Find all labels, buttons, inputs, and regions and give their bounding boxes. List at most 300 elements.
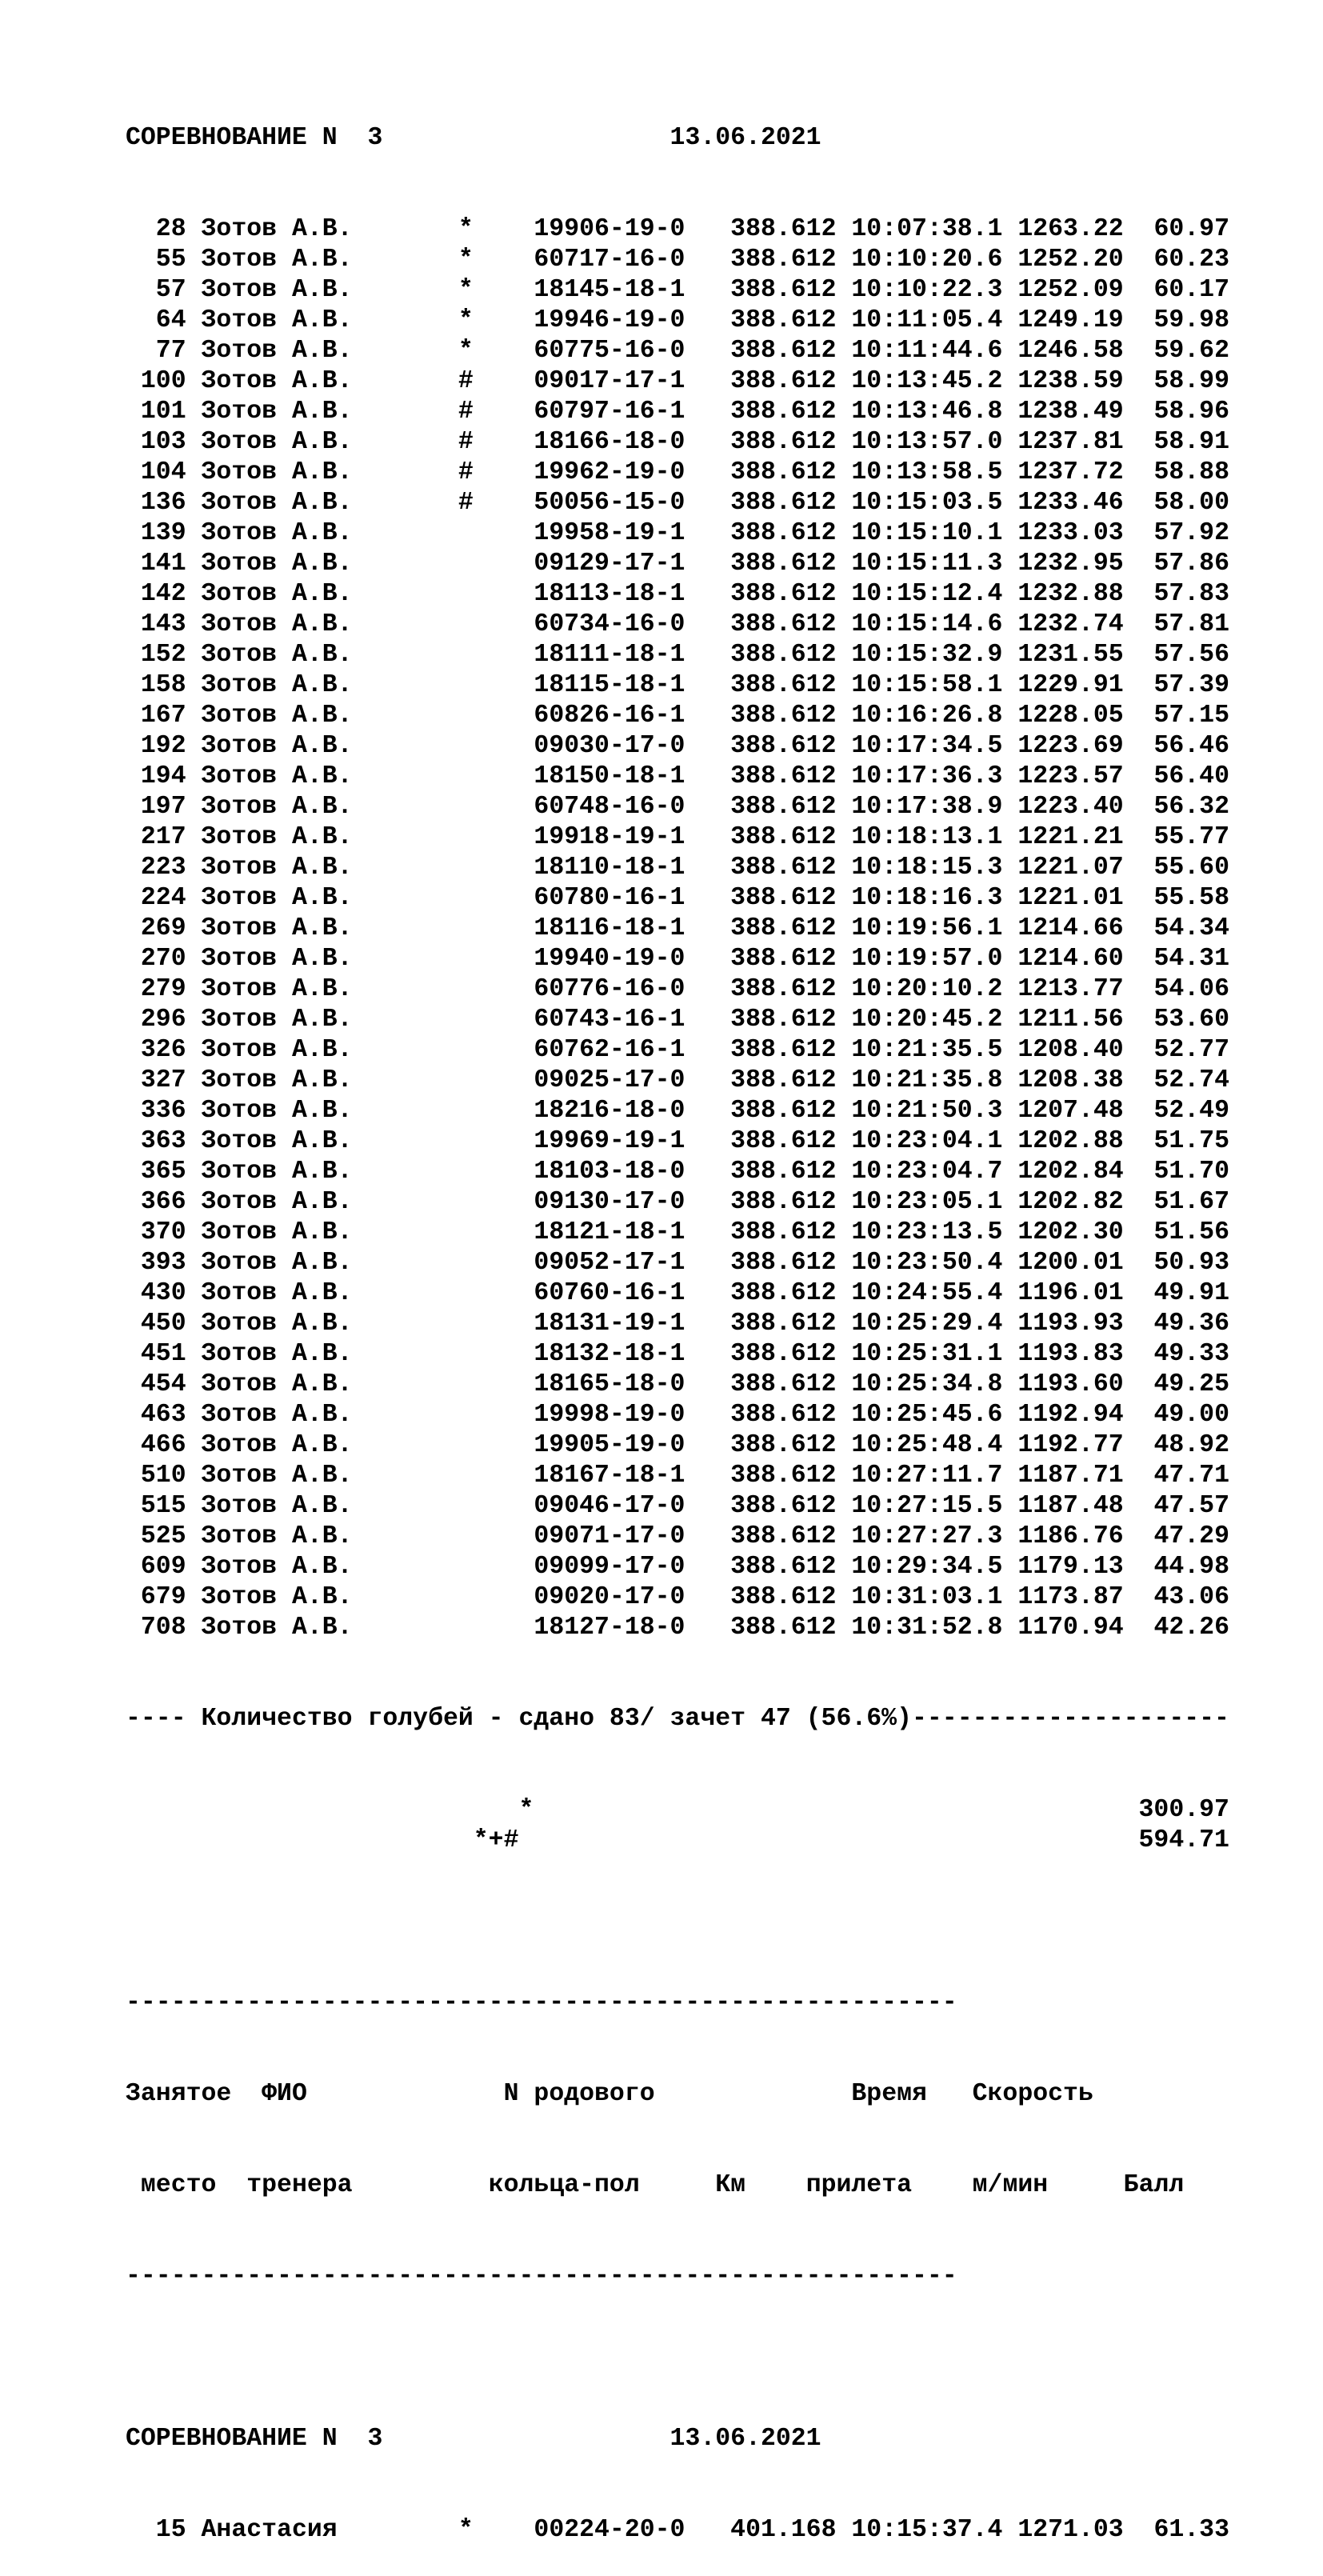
cell-speed: 1232.88 xyxy=(1017,580,1124,608)
cell-mark xyxy=(458,1462,474,1490)
cell-time: 10:15:32.9 xyxy=(851,641,1003,669)
cell-speed: 1214.60 xyxy=(1017,945,1124,973)
cell-time: 10:31:03.1 xyxy=(851,1583,1003,1611)
cell-mark xyxy=(458,1127,474,1155)
cell-time: 10:23:05.1 xyxy=(851,1188,1003,1216)
cell-trainer: Зотов А.В. xyxy=(201,1583,458,1611)
cell-trainer: Зотов А.В. xyxy=(201,1127,458,1155)
cell-trainer: Зотов А.В. xyxy=(201,702,458,730)
competition-header xyxy=(126,123,1229,154)
cell-speed: 1202.82 xyxy=(1017,1188,1124,1216)
cell-mark xyxy=(458,1249,474,1277)
cell-km: 388.612 xyxy=(730,732,837,760)
cell-trainer: Зотов А.В. xyxy=(201,793,458,821)
cell-trainer: Зотов А.В. xyxy=(201,1006,458,1034)
cell-ring: 18167-18-1 xyxy=(534,1462,685,1490)
cell-mark: * xyxy=(458,215,474,243)
cell-points: 54.34 xyxy=(1123,914,1229,942)
cell-speed: 1208.38 xyxy=(1017,1066,1124,1094)
cell-mark xyxy=(458,793,474,821)
cell-km: 388.612 xyxy=(730,610,837,638)
cell-km: 388.612 xyxy=(730,1522,837,1550)
cell-mark xyxy=(458,1218,474,1246)
table-row xyxy=(126,1066,1229,1096)
cell-points: 57.56 xyxy=(1123,641,1229,669)
table-row xyxy=(126,1430,1229,1461)
cell-time: 10:13:46.8 xyxy=(851,398,1003,426)
cell-ring: 60734-16-0 xyxy=(534,610,685,638)
cell-points: 44.98 xyxy=(1123,1553,1229,1581)
cell-time: 10:27:11.7 xyxy=(851,1462,1003,1490)
competition-date: 13.06.2021 xyxy=(669,124,821,152)
cell-points: 61.33 xyxy=(1123,2516,1229,2544)
cell-time: 10:27:15.5 xyxy=(851,1492,1003,1520)
divider: ------------------------------------------------------- xyxy=(126,2262,957,2290)
cell-trainer: Зотов А.В. xyxy=(201,1553,458,1581)
cell-km: 388.612 xyxy=(730,1188,837,1216)
cell-time: 10:25:31.1 xyxy=(851,1340,1003,1368)
cell-trainer: Зотов А.В. xyxy=(201,1462,458,1490)
cell-speed: 1233.03 xyxy=(1017,519,1124,547)
cell-time: 10:15:37.4 xyxy=(851,2516,1003,2544)
cell-ring: 18110-18-1 xyxy=(534,854,685,882)
cell-km: 388.612 xyxy=(730,1218,837,1246)
cell-km: 388.612 xyxy=(730,1614,837,1642)
cell-km: 388.612 xyxy=(730,1462,837,1490)
cell-ring: 09052-17-1 xyxy=(534,1249,685,1277)
cell-place: 142 xyxy=(126,580,186,608)
cell-mark xyxy=(458,1522,474,1550)
cell-speed: 1202.88 xyxy=(1017,1127,1124,1155)
cell-place: 679 xyxy=(126,1583,186,1611)
results-table xyxy=(126,2515,1229,2546)
table-row xyxy=(126,1005,1229,1035)
table-row xyxy=(126,610,1229,640)
table-row xyxy=(126,549,1229,579)
cell-time: 10:23:50.4 xyxy=(851,1249,1003,1277)
cell-km: 388.612 xyxy=(730,914,837,942)
table-row xyxy=(126,275,1229,306)
cell-km: 388.612 xyxy=(730,975,837,1003)
cell-mark xyxy=(458,975,474,1003)
cell-ring: 60797-16-1 xyxy=(534,398,685,426)
cell-place: 269 xyxy=(126,914,186,942)
cell-trainer: Зотов А.В. xyxy=(201,1401,458,1429)
cell-km: 388.612 xyxy=(730,1401,837,1429)
cell-place: 217 xyxy=(126,823,186,851)
cell-time: 10:25:48.4 xyxy=(851,1431,1003,1459)
cell-place: 510 xyxy=(126,1462,186,1490)
cell-km: 388.612 xyxy=(730,1158,837,1186)
cell-mark: * xyxy=(458,306,474,334)
cell-time: 10:15:10.1 xyxy=(851,519,1003,547)
cell-km: 388.612 xyxy=(730,1127,837,1155)
cell-trainer: Зотов А.В. xyxy=(201,975,458,1003)
cell-mark xyxy=(458,550,474,578)
cell-trainer: Зотов А.В. xyxy=(201,367,458,395)
cell-points: 56.40 xyxy=(1123,762,1229,790)
cell-mark xyxy=(458,1370,474,1398)
cell-trainer: Зотов А.В. xyxy=(201,1218,458,1246)
cell-mark xyxy=(458,762,474,790)
cell-mark xyxy=(458,1310,474,1338)
cell-mark xyxy=(458,1401,474,1429)
divider: ------------------------------------------------------- xyxy=(126,1989,957,2017)
cell-points: 55.77 xyxy=(1123,823,1229,851)
cell-ring: 60775-16-0 xyxy=(534,337,685,365)
cell-mark xyxy=(458,671,474,699)
cell-ring: 60748-16-0 xyxy=(534,793,685,821)
cell-place: 270 xyxy=(126,945,186,973)
cell-mark xyxy=(458,823,474,851)
cell-ring: 09046-17-0 xyxy=(534,1492,685,1520)
cell-ring: 09030-17-0 xyxy=(534,732,685,760)
cell-trainer: Зотов А.В. xyxy=(201,1066,458,1094)
total-value: 594.71 xyxy=(1138,1826,1229,1854)
cell-mark xyxy=(458,641,474,669)
cell-place: 279 xyxy=(126,975,186,1003)
cell-speed: 1186.76 xyxy=(1017,1522,1124,1550)
cell-ring: 60743-16-1 xyxy=(534,1006,685,1034)
cell-km: 388.612 xyxy=(730,1340,837,1368)
cell-speed: 1187.71 xyxy=(1017,1462,1124,1490)
cell-mark xyxy=(458,702,474,730)
cell-points: 60.17 xyxy=(1123,276,1229,304)
table-row xyxy=(126,1309,1229,1339)
table-row xyxy=(126,245,1229,275)
cell-points: 56.46 xyxy=(1123,732,1229,760)
table-row xyxy=(126,1491,1229,1522)
cell-speed: 1179.13 xyxy=(1017,1553,1124,1581)
race-results-printout xyxy=(126,62,1229,2576)
cell-mark: # xyxy=(458,428,474,456)
cell-time: 10:21:35.5 xyxy=(851,1036,1003,1064)
table-row xyxy=(126,427,1229,458)
table-row xyxy=(126,670,1229,701)
cell-place: 326 xyxy=(126,1036,186,1064)
cell-mark xyxy=(458,1492,474,1520)
cell-trainer: Зотов А.В. xyxy=(201,1340,458,1368)
cell-points: 54.06 xyxy=(1123,975,1229,1003)
cell-time: 10:18:16.3 xyxy=(851,884,1003,912)
cell-km: 388.612 xyxy=(730,671,837,699)
cell-time: 10:18:13.1 xyxy=(851,823,1003,851)
cell-ring: 60826-16-1 xyxy=(534,702,685,730)
cell-ring: 60760-16-1 xyxy=(534,1279,685,1307)
cell-ring: 18150-18-1 xyxy=(534,762,685,790)
cell-trainer: Зотов А.В. xyxy=(201,1036,458,1064)
cell-points: 47.57 xyxy=(1123,1492,1229,1520)
cell-km: 388.612 xyxy=(730,1066,837,1094)
cell-speed: 1223.69 xyxy=(1017,732,1124,760)
cell-speed: 1214.66 xyxy=(1017,914,1124,942)
cell-time: 10:17:34.5 xyxy=(851,732,1003,760)
table-row xyxy=(126,1582,1229,1613)
cell-ring: 18132-18-1 xyxy=(534,1340,685,1368)
cell-place: 525 xyxy=(126,1522,186,1550)
table-row xyxy=(126,579,1229,610)
table-row xyxy=(126,518,1229,549)
cell-speed: 1192.77 xyxy=(1017,1431,1124,1459)
table-row xyxy=(126,944,1229,974)
cell-points: 52.74 xyxy=(1123,1066,1229,1094)
cell-speed: 1228.05 xyxy=(1017,702,1124,730)
results-table xyxy=(126,214,1229,1643)
cell-time: 10:15:03.5 xyxy=(851,489,1003,517)
cell-place: 463 xyxy=(126,1401,186,1429)
cell-speed: 1187.48 xyxy=(1017,1492,1124,1520)
cell-km: 388.612 xyxy=(730,1036,837,1064)
cell-points: 54.31 xyxy=(1123,945,1229,973)
cell-km: 388.612 xyxy=(730,1370,837,1398)
cell-points: 58.00 xyxy=(1123,489,1229,517)
cell-points: 57.39 xyxy=(1123,671,1229,699)
cell-points: 48.92 xyxy=(1123,1431,1229,1459)
cell-speed: 1252.20 xyxy=(1017,246,1124,274)
cell-speed: 1170.94 xyxy=(1017,1614,1124,1642)
cell-place: 366 xyxy=(126,1188,186,1216)
cell-speed: 1221.07 xyxy=(1017,854,1124,882)
cell-time: 10:11:05.4 xyxy=(851,306,1003,334)
cell-speed: 1238.59 xyxy=(1017,367,1124,395)
cell-ring: 19962-19-0 xyxy=(534,458,685,486)
cell-trainer: Зотов А.В. xyxy=(201,1431,458,1459)
table-row xyxy=(126,1400,1229,1430)
cell-mark xyxy=(458,1614,474,1642)
cell-ring: 19958-19-1 xyxy=(534,519,685,547)
cell-mark: # xyxy=(458,489,474,517)
cell-time: 10:23:13.5 xyxy=(851,1218,1003,1246)
cell-speed: 1246.58 xyxy=(1017,337,1124,365)
table-row xyxy=(126,458,1229,488)
cell-trainer: Зотов А.В. xyxy=(201,276,458,304)
cell-points: 49.91 xyxy=(1123,1279,1229,1307)
cell-ring: 00224-20-0 xyxy=(534,2516,685,2544)
cell-mark xyxy=(458,1583,474,1611)
cell-km: 388.612 xyxy=(730,306,837,334)
cell-speed: 1233.46 xyxy=(1017,489,1124,517)
cell-ring: 19906-19-0 xyxy=(534,215,685,243)
cell-mark: * xyxy=(458,276,474,304)
cell-trainer: Зотов А.В. xyxy=(201,398,458,426)
cell-speed: 1271.03 xyxy=(1017,2516,1124,2544)
table-row xyxy=(126,640,1229,670)
cell-place: 104 xyxy=(126,458,186,486)
cell-trainer: Зотов А.В. xyxy=(201,762,458,790)
cell-speed: 1249.19 xyxy=(1017,306,1124,334)
cell-time: 10:16:26.8 xyxy=(851,702,1003,730)
cell-place: 136 xyxy=(126,489,186,517)
cell-trainer: Зотов А.В. xyxy=(201,1370,458,1398)
cell-mark xyxy=(458,1097,474,1125)
cell-mark: * xyxy=(458,246,474,274)
cell-trainer: Зотов А.В. xyxy=(201,458,458,486)
cell-speed: 1221.21 xyxy=(1017,823,1124,851)
cell-km: 388.612 xyxy=(730,793,837,821)
cell-time: 10:25:29.4 xyxy=(851,1310,1003,1338)
cell-trainer: Зотов А.В. xyxy=(201,428,458,456)
table-row xyxy=(126,2515,1229,2546)
cell-time: 10:13:57.0 xyxy=(851,428,1003,456)
cell-mark xyxy=(458,1340,474,1368)
cell-ring: 09017-17-1 xyxy=(534,367,685,395)
table-row xyxy=(126,366,1229,397)
cell-trainer: Зотов А.В. xyxy=(201,823,458,851)
table-row xyxy=(126,1613,1229,1643)
cell-place: 57 xyxy=(126,276,186,304)
cell-km: 388.612 xyxy=(730,1431,837,1459)
cell-speed: 1211.56 xyxy=(1017,1006,1124,1034)
table-row xyxy=(126,1096,1229,1126)
cell-speed: 1200.01 xyxy=(1017,1249,1124,1277)
cell-trainer: Зотов А.В. xyxy=(201,945,458,973)
cell-points: 55.60 xyxy=(1123,854,1229,882)
cell-ring: 18165-18-0 xyxy=(534,1370,685,1398)
competition-number: 3 xyxy=(367,2425,383,2453)
cell-points: 50.93 xyxy=(1123,1249,1229,1277)
cell-km: 401.168 xyxy=(730,2516,837,2544)
cell-speed: 1193.60 xyxy=(1017,1370,1124,1398)
cell-points: 59.98 xyxy=(1123,306,1229,334)
cell-mark xyxy=(458,1553,474,1581)
cell-km: 388.612 xyxy=(730,246,837,274)
cell-speed: 1208.40 xyxy=(1017,1036,1124,1064)
cell-mark xyxy=(458,945,474,973)
cell-time: 10:25:45.6 xyxy=(851,1401,1003,1429)
cell-place: 454 xyxy=(126,1370,186,1398)
cell-mark xyxy=(458,580,474,608)
cell-ring: 09025-17-0 xyxy=(534,1066,685,1094)
table-row xyxy=(126,1339,1229,1370)
cell-trainer: Зотов А.В. xyxy=(201,1188,458,1216)
cell-speed: 1202.84 xyxy=(1017,1158,1124,1186)
cell-points: 60.97 xyxy=(1123,215,1229,243)
cell-trainer: Зотов А.В. xyxy=(201,1310,458,1338)
cell-mark: # xyxy=(458,458,474,486)
cell-points: 52.77 xyxy=(1123,1036,1229,1064)
cell-km: 388.612 xyxy=(730,398,837,426)
cell-place: 141 xyxy=(126,550,186,578)
cell-time: 10:17:36.3 xyxy=(851,762,1003,790)
cell-mark xyxy=(458,1188,474,1216)
table-row xyxy=(126,1248,1229,1278)
cell-mark: * xyxy=(458,2516,474,2544)
total-value: 300.97 xyxy=(1138,1796,1229,1824)
table-row xyxy=(126,1370,1229,1400)
competition-header xyxy=(126,2424,1229,2454)
cell-ring: 19946-19-0 xyxy=(534,306,685,334)
cell-time: 10:10:20.6 xyxy=(851,246,1003,274)
cell-points: 43.06 xyxy=(1123,1583,1229,1611)
cell-points: 56.32 xyxy=(1123,793,1229,821)
cell-points: 57.92 xyxy=(1123,519,1229,547)
cell-place: 451 xyxy=(126,1340,186,1368)
cell-ring: 09020-17-0 xyxy=(534,1583,685,1611)
cell-speed: 1238.49 xyxy=(1017,398,1124,426)
cell-points: 51.70 xyxy=(1123,1158,1229,1186)
cell-place: 55 xyxy=(126,246,186,274)
cell-mark xyxy=(458,1036,474,1064)
cell-km: 388.612 xyxy=(730,519,837,547)
cell-time: 10:18:15.3 xyxy=(851,854,1003,882)
cell-points: 47.29 xyxy=(1123,1522,1229,1550)
competition-number: 3 xyxy=(367,124,383,152)
cell-place: 77 xyxy=(126,337,186,365)
table-row xyxy=(126,1461,1229,1491)
column-header-row-2: место тренера кольца-пол Км прилета м/мин Балл xyxy=(140,2171,1185,2199)
cell-speed: 1237.72 xyxy=(1017,458,1124,486)
cell-km: 388.612 xyxy=(730,702,837,730)
cell-place: 370 xyxy=(126,1218,186,1246)
table-row xyxy=(126,1187,1229,1218)
cell-time: 10:23:04.7 xyxy=(851,1158,1003,1186)
cell-speed: 1263.22 xyxy=(1017,215,1124,243)
total-mark: * xyxy=(518,1796,534,1824)
cell-km: 388.612 xyxy=(730,823,837,851)
cell-place: 194 xyxy=(126,762,186,790)
cell-ring: 09129-17-1 xyxy=(534,550,685,578)
cell-speed: 1193.93 xyxy=(1017,1310,1124,1338)
cell-ring: 18121-18-1 xyxy=(534,1218,685,1246)
cell-points: 55.58 xyxy=(1123,884,1229,912)
cell-km: 388.612 xyxy=(730,215,837,243)
cell-mark xyxy=(458,1431,474,1459)
cell-points: 58.96 xyxy=(1123,398,1229,426)
cell-speed: 1202.30 xyxy=(1017,1218,1124,1246)
cell-time: 10:23:04.1 xyxy=(851,1127,1003,1155)
cell-time: 10:19:57.0 xyxy=(851,945,1003,973)
cell-ring: 09071-17-0 xyxy=(534,1522,685,1550)
cell-place: 143 xyxy=(126,610,186,638)
cell-points: 49.25 xyxy=(1123,1370,1229,1398)
cell-km: 388.612 xyxy=(730,1249,837,1277)
cell-ring: 18131-19-1 xyxy=(534,1310,685,1338)
cell-speed: 1173.87 xyxy=(1017,1583,1124,1611)
cell-place: 223 xyxy=(126,854,186,882)
cell-km: 388.612 xyxy=(730,489,837,517)
cell-km: 388.612 xyxy=(730,762,837,790)
cell-trainer: Зотов А.В. xyxy=(201,580,458,608)
cell-mark xyxy=(458,610,474,638)
cell-time: 10:27:27.3 xyxy=(851,1522,1003,1550)
cell-km: 388.612 xyxy=(730,1279,837,1307)
cell-points: 51.75 xyxy=(1123,1127,1229,1155)
cell-km: 388.612 xyxy=(730,945,837,973)
competition-label: СОРЕВНОВАНИЕ N xyxy=(126,124,338,152)
cell-place: 365 xyxy=(126,1158,186,1186)
cell-time: 10:10:22.3 xyxy=(851,276,1003,304)
cell-points: 51.56 xyxy=(1123,1218,1229,1246)
cell-mark xyxy=(458,854,474,882)
cell-speed: 1193.83 xyxy=(1017,1340,1124,1368)
competition-label: СОРЕВНОВАНИЕ N xyxy=(126,2425,338,2453)
table-row xyxy=(126,792,1229,822)
cell-points: 57.15 xyxy=(1123,702,1229,730)
cell-trainer: Зотов А.В. xyxy=(201,1279,458,1307)
table-row xyxy=(126,731,1229,762)
table-row xyxy=(126,853,1229,883)
cell-time: 10:13:45.2 xyxy=(851,367,1003,395)
cell-mark: # xyxy=(458,367,474,395)
cell-mark xyxy=(458,1066,474,1094)
cell-speed: 1252.09 xyxy=(1017,276,1124,304)
cell-ring: 19969-19-1 xyxy=(534,1127,685,1155)
cell-time: 10:17:38.9 xyxy=(851,793,1003,821)
cell-points: 58.88 xyxy=(1123,458,1229,486)
cell-ring: 18145-18-1 xyxy=(534,276,685,304)
cell-place: 327 xyxy=(126,1066,186,1094)
cell-place: 609 xyxy=(126,1553,186,1581)
